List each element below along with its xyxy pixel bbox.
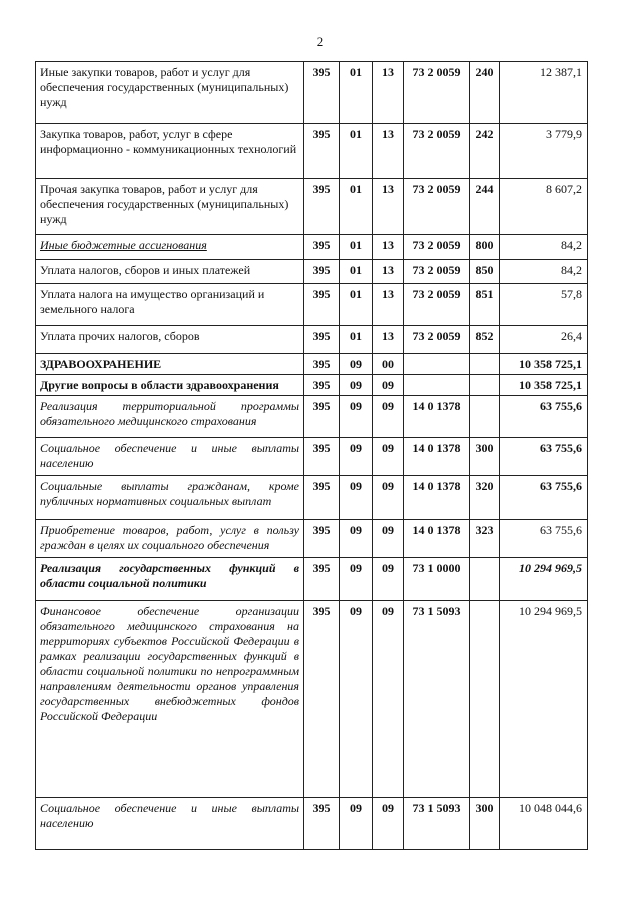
table-row: Иные закупки товаров, работ и услуг для обеспечения государственных (муниципальных) нужд 395 01 13 73 2 0059 240 12 387,1 [36, 62, 588, 124]
table-row: Социальное обеспечение и иные выплаты населению 395 09 09 14 0 1378 300 63 755,6 [36, 438, 588, 476]
table-row: Другие вопросы в области здравоохранения 395 09 09 10 358 725,1 [36, 375, 588, 396]
table-row: Уплата налога на имущество организаций и земельного налога 395 01 13 73 2 0059 851 57,8 [36, 284, 588, 326]
budget-table [35, 61, 588, 850]
page-number: 2 [316, 34, 324, 49]
table-row: Реализация территориальной программы обязательного медицинского страхования 395 09 09 14 0 1378 63 755,6 [36, 396, 588, 438]
table-row: Социальные выплаты гражданам, кроме публичных нормативных социальных выплат 395 09 09 14 0 1378 320 63 755,6 [36, 476, 588, 520]
table-row: Реализация государственных функций в области социальной политики 395 09 09 73 1 0000 10 294 969,5 [36, 558, 588, 601]
table-row: Финансовое обеспечение организации обязательного медицинского страхования на территориях субъектов Российской Федерации в рамках реализации государственных функций в области социальной политики по непрограммным направлениям деятельности органов управления государственных внебюджетных фондов Российской Федерации 395 09 09 73 1 5093 10 294 969,5 [36, 601, 588, 798]
table-row: Иные бюджетные ассигнования 395 01 13 73 2 0059 800 84,2 [36, 235, 588, 260]
table-row: Прочая закупка товаров, работ и услуг для обеспечения государственных (муниципальных) нужд 395 01 13 73 2 0059 244 8 607,2 [36, 179, 588, 235]
table-row: Уплата прочих налогов, сборов 395 01 13 73 2 0059 852 26,4 [36, 326, 588, 354]
table-row: ЗДРАВООХРАНЕНИЕ 395 09 00 10 358 725,1 [36, 354, 588, 375]
table-row: Закупка товаров, работ, услуг в сфере информационно - коммуникационных технологий 395 01 13 73 2 0059 242 3 779,9 [36, 124, 588, 179]
table-row: Уплата налогов, сборов и иных платежей 395 01 13 73 2 0059 850 84,2 [36, 260, 588, 284]
table-row: Социальное обеспечение и иные выплаты населению 395 09 09 73 1 5093 300 10 048 044,6 [36, 798, 588, 850]
table-row: Приобретение товаров, работ, услуг в пользу граждан в целях их социального обеспечения 395 09 09 14 0 1378 323 63 755,6 [36, 520, 588, 558]
